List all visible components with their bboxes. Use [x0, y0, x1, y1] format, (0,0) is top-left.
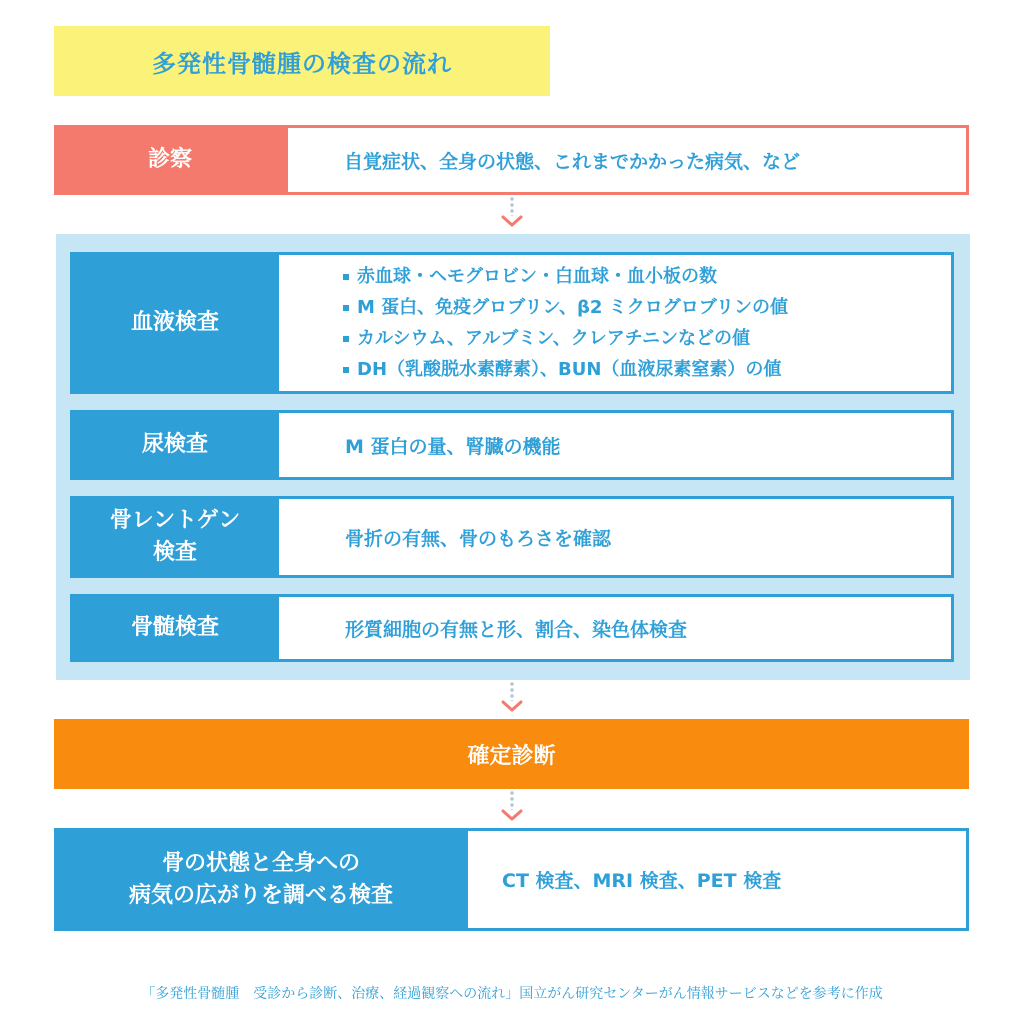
test-urine-desc: M 蛋白の量、腎臓の機能 [279, 413, 951, 477]
bullet-icon [343, 274, 349, 280]
step-diagnosis [54, 719, 969, 789]
bullet-icon [343, 305, 349, 311]
list-item [343, 323, 750, 354]
bullet-icon [343, 336, 349, 342]
dotted-line [510, 196, 514, 216]
flow-connector-1 [500, 196, 524, 236]
test-urine [70, 410, 954, 480]
chevron-down-icon [500, 808, 524, 822]
page-title: 多発性骨髄腫の検査の流れ [152, 49, 452, 78]
step-spread-desc: CT 検査、MRI 検査、PET 検査 [468, 831, 966, 928]
test-xray-label-line1: 骨レントゲン [109, 508, 241, 534]
list-item [343, 354, 781, 385]
flow-connector-2 [500, 681, 524, 719]
title-banner [54, 26, 550, 96]
chevron-down-icon [500, 214, 524, 228]
test-xray-label [70, 496, 280, 578]
step-exam-desc: 自覚症状、全身の状態、これまでかかった病気、など [288, 128, 966, 192]
test-marrow [70, 594, 954, 662]
step-spread [54, 828, 969, 931]
list-item-text: 赤血球・ヘモグロビン・白血球・血小板の数 [357, 266, 717, 287]
test-urine-label: 尿検査 [141, 432, 208, 458]
list-item-text: M 蛋白、免疫グロブリン、β2 ミクログロブリンの値 [357, 297, 788, 318]
test-blood-list [279, 255, 951, 391]
test-xray-label-line2: 検査 [152, 540, 197, 565]
step-diagnosis-label: 確定診断 [467, 743, 556, 769]
flow-connector-3 [500, 790, 524, 828]
step-exam-label: 診察 [147, 147, 192, 173]
test-blood [70, 252, 954, 394]
step-spread-label-line1: 骨の状態と全身への [161, 850, 360, 876]
list-item [343, 261, 717, 292]
list-item-text: カルシウム、アルブミン、クレアチニンなどの値 [357, 328, 751, 349]
step-spread-label [54, 828, 468, 931]
list-item-text: DH（乳酸脱水素酵素）、BUN（血液尿素窒素）の値 [357, 359, 782, 380]
test-marrow-desc: 形質細胞の有無と形、割合、染色体検査 [279, 597, 951, 659]
test-xray-desc: 骨折の有無、骨のもろさを確認 [279, 499, 951, 575]
step-exam [54, 125, 969, 195]
test-marrow-label: 骨髄検査 [130, 615, 219, 641]
dotted-line [510, 790, 514, 810]
source-note: 「多発性骨髄腫 受診から診断、治療、経過観察への流れ」国立がん研究センターがん情報サービスなどを参考に作成 [141, 986, 883, 1002]
step-spread-label-line2: 病気の広がりを調べる検査 [128, 882, 393, 908]
test-blood-label: 血液検査 [130, 310, 219, 336]
list-item [343, 292, 788, 323]
chevron-down-icon [500, 699, 524, 713]
bullet-icon [343, 367, 349, 373]
test-xray [70, 496, 954, 578]
dotted-line [510, 681, 514, 701]
